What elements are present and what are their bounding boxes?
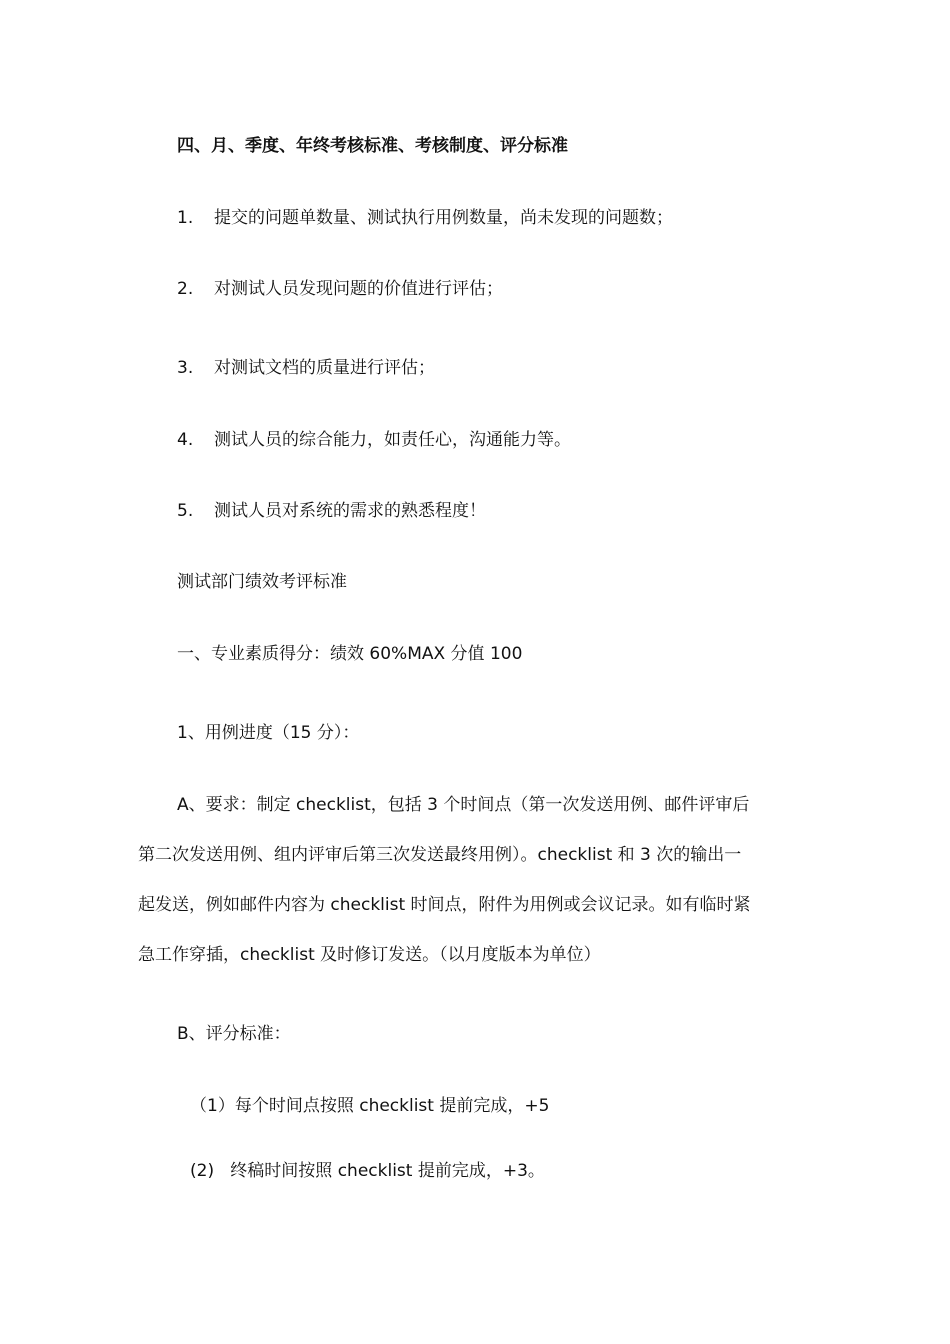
item-one-title: 1、用例进度（15 分）： [177,723,360,743]
section-heading: 四、月、季度、年终考核标准、考核制度、评分标准 [177,136,568,156]
list-item [177,277,503,301]
list-item-number: 1. [177,208,194,228]
scoring-title: B、评分标准： [177,1024,291,1044]
list-item [177,428,571,452]
scoring-item: （1）每个时间点按照 checklist 提前完成，+5 [190,1096,550,1116]
requirement-line: 急工作穿插，checklist 及时修订发送。（以月度版本为单位） [138,945,601,965]
list-item-text: 提交的问题单数量、测试执行用例数量，尚未发现的问题数； [214,208,673,228]
requirement-line: 起发送，例如邮件内容为 checklist 时间点，附件为用例或会议记录。如有临时紧 [138,895,751,915]
list-item-number: 4. [177,430,194,450]
list-item-number: 5. [177,501,194,521]
list-item-text: 对测试文档的质量进行评估； [214,358,435,378]
list-item-text: 测试人员的综合能力，如责任心，沟通能力等。 [214,430,571,450]
list-item [177,499,486,523]
requirement-line: 第二次发送用例、组内评审后第三次发送最终用例）。checklist 和 3 次的输出一 [138,845,742,865]
part-one-title: 一、专业素质得分：绩效 60%MAX 分值 100 [177,644,523,664]
list-item [177,206,673,230]
list-item-number: 3. [177,358,194,378]
requirement-line: A、要求：制定 checklist，包括 3 个时间点（第一次发送用例、邮件评审后 [177,795,750,815]
section-title: 测试部门绩效考评标准 [177,572,347,592]
list-item [177,356,435,380]
scoring-item: (2) 终稿时间按照 checklist 提前完成，+3。 [190,1161,545,1181]
list-item-text: 对测试人员发现问题的价值进行评估； [214,279,503,299]
list-item-number: 2. [177,279,194,299]
list-item-text: 测试人员对系统的需求的熟悉程度！ [214,501,486,521]
